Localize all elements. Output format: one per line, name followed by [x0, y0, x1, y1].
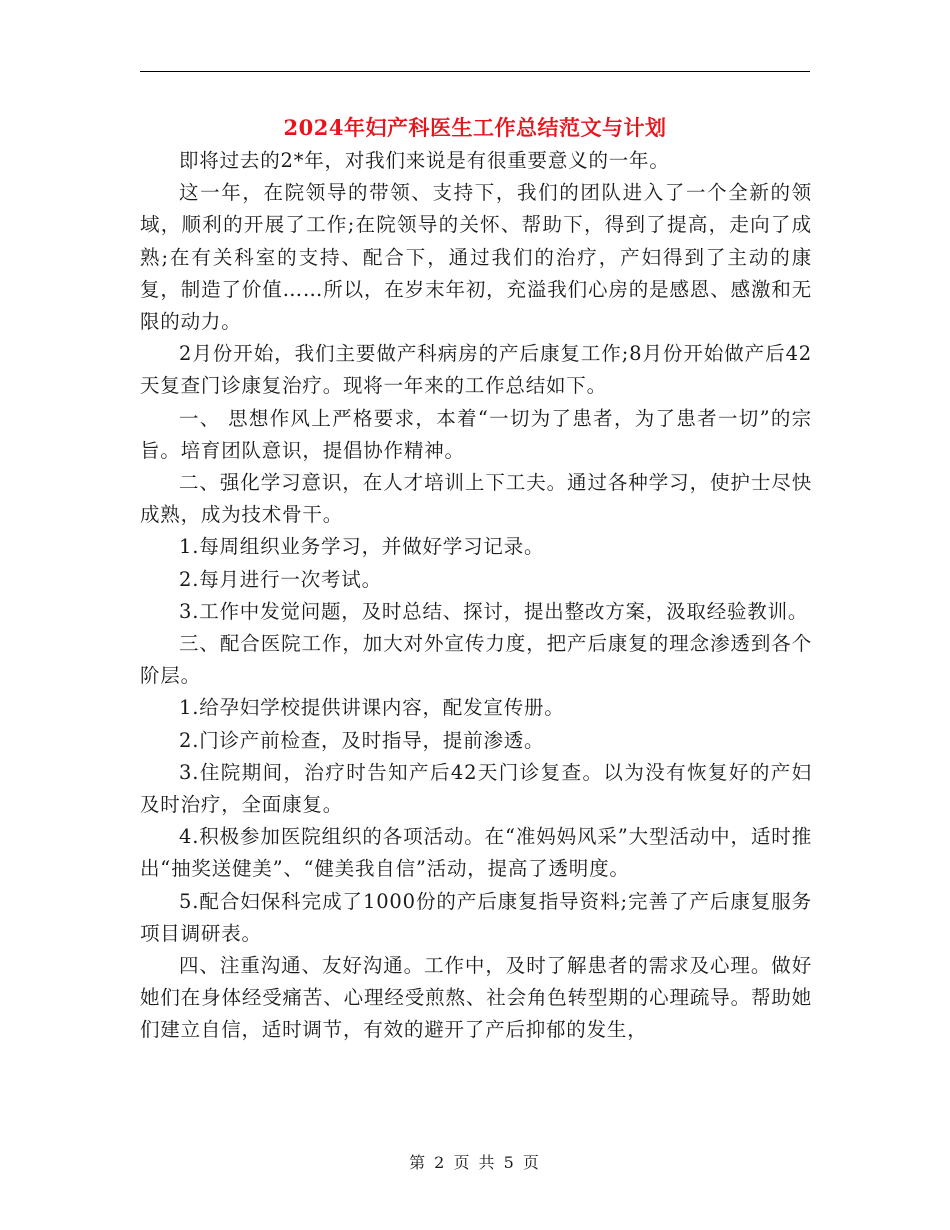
- paragraph-8: 3.工作中发觉问题，及时总结、探讨，提出整改方案，汲取经验教训。: [179, 599, 809, 623]
- document-body: [140, 145, 812, 1047]
- paragraph-5: 二、强化学习意识，在人才培训上下工夫。通过各种学习，使护士尽快成熟，成为技术骨干。: [140, 471, 812, 527]
- page-title: 2024年妇产科医生工作总结范文与计划: [283, 115, 667, 140]
- page-number-footer: 第 2 页 共 5 页: [409, 1153, 541, 1172]
- paragraph-6: 1.每周组织业务学习，并做好学习记录。: [179, 535, 545, 559]
- paragraph-4: 一、 思想作风上严格要求，本着“一切为了患者，为了患者一切”的宗旨。培育团队意识，提倡协作精神。: [140, 406, 812, 462]
- paragraph-9: 三、配合医院工作，加大对外宣传力度，把产后康复的理念渗透到各个阶层。: [140, 632, 812, 688]
- paragraph-1: 即将过去的2*年，对我们来说是有很重要意义的一年。: [179, 149, 670, 172]
- paragraph-13: 4.积极参加医院组织的各项活动。在“准妈妈风采”大型活动中，适时推出“抽奖送健美”、“健美我自信”活动，提高了透明度。: [140, 825, 812, 881]
- paragraph-2: 这一年，在院领导的带领、支持下，我们的团队进入了一个全新的领域，顺利的开展了工作;在院领导的关怀、帮助下，得到了提高，走向了成熟;在有关科室的支持、配合下，通过我们的治疗，产妇得到了主动的康复，制造了价值……所以，在岁末年初，充溢我们心房的是感恩、感激和无限的动力。: [140, 181, 812, 334]
- paragraph-7: 2.每月进行一次考试。: [179, 567, 382, 591]
- paragraph-3: 2月份开始，我们主要做产科病房的产后康复工作;8月份开始做产后42天复查门诊康复治疗。现将一年来的工作总结如下。: [140, 342, 812, 398]
- paragraph-12: 3.住院期间，治疗时告知产后42天门诊复查。以为没有恢复好的产妇及时治疗，全面康复。: [140, 760, 812, 817]
- header-rule: [140, 71, 810, 72]
- paragraph-15: 四、注重沟通、友好沟通。工作中，及时了解患者的需求及心理。做好她们在身体经受痛苦、心理经受煎熬、社会角色转型期的心理疏导。帮助她们建立自信，适时调节，有效的避开了产后抑郁的发生，: [140, 954, 812, 1042]
- paragraph-10: 1.给孕妇学校提供讲课内容，配发宣传册。: [179, 696, 565, 720]
- paragraph-14: 5.配合妇保科完成了1000份的产后康复指导资料;完善了产后康复服务项目调研表。: [140, 889, 812, 945]
- paragraph-11: 2.门诊产前检查，及时指导，提前渗透。: [179, 728, 545, 752]
